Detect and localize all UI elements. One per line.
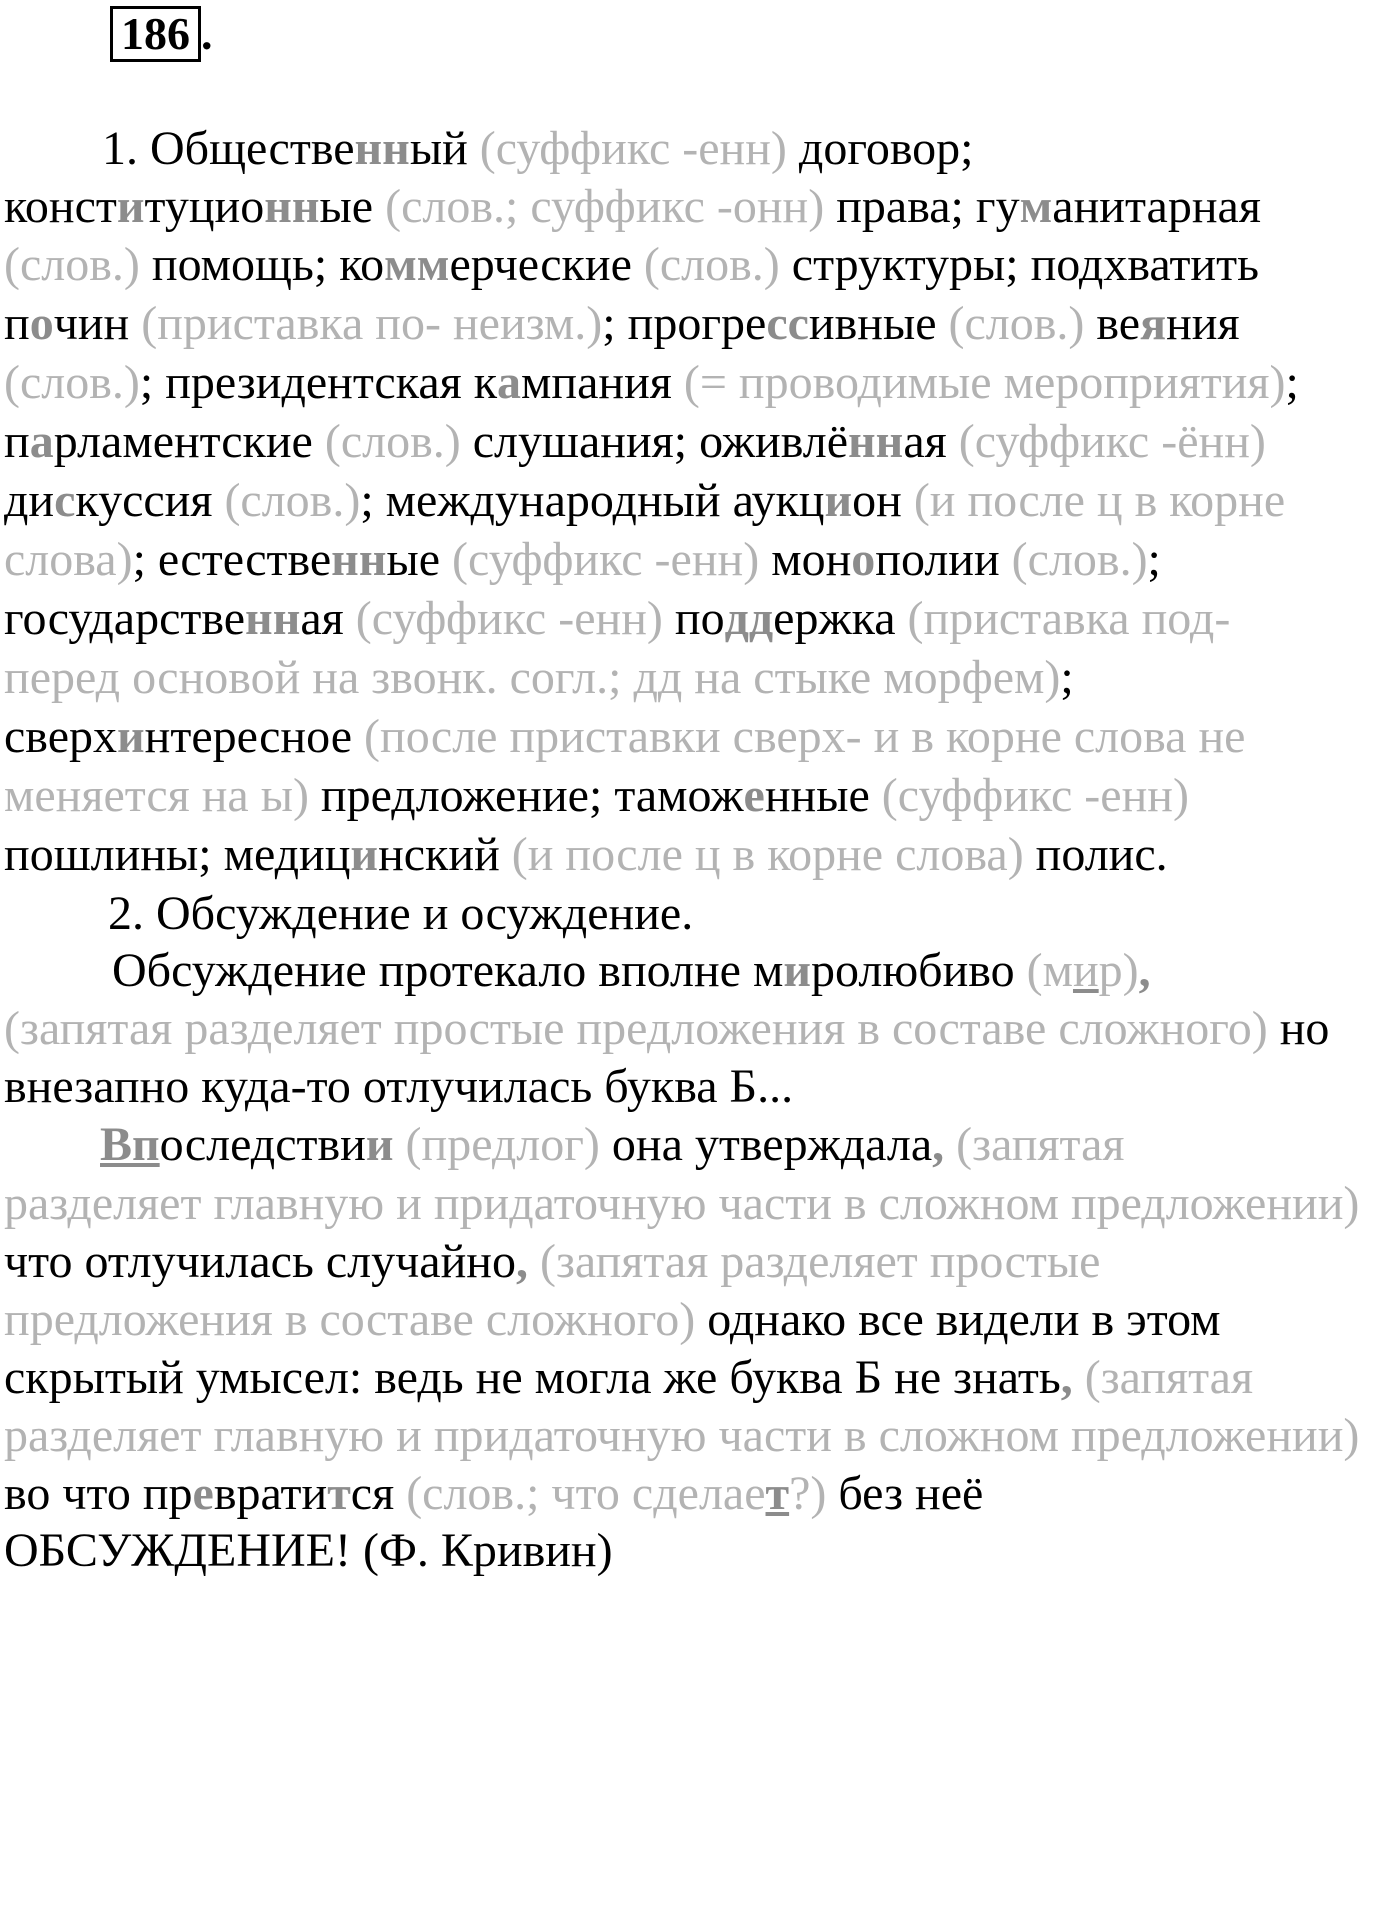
text-segment: ; прогре bbox=[602, 297, 767, 350]
hint-segment: (и после ц в корне слова) bbox=[511, 828, 1024, 881]
text-segment: ; bbox=[1285, 356, 1299, 409]
text-line bbox=[4, 1349, 1253, 1407]
hint-underlined-letter: и bbox=[1072, 944, 1099, 997]
hint-segment: предложения в составе сложного) bbox=[4, 1293, 696, 1346]
text-line bbox=[4, 1116, 1124, 1174]
text-line bbox=[4, 354, 1299, 412]
text-segment: во что пр bbox=[4, 1467, 193, 1520]
text-segment: ая bbox=[300, 592, 356, 645]
highlighted-letters: е bbox=[192, 1467, 214, 1520]
text-line bbox=[4, 1407, 1359, 1465]
text-segment: ве bbox=[1084, 297, 1141, 350]
text-line bbox=[4, 649, 1074, 707]
text-segment: предложение; тамож bbox=[308, 769, 744, 822]
highlighted-letters: мм bbox=[384, 238, 450, 291]
text-segment: пошлины; медиц bbox=[4, 828, 351, 881]
text-segment: ерческие bbox=[449, 238, 644, 291]
highlighted-letters: е bbox=[743, 769, 765, 822]
text-line bbox=[4, 178, 1261, 236]
text-segment: она утверждала bbox=[599, 1118, 933, 1171]
text-segment: куссия bbox=[75, 474, 225, 527]
highlighted-letters: нн bbox=[331, 533, 387, 586]
hint-segment: (и после ц в корне bbox=[913, 474, 1286, 527]
text-segment: ; bbox=[1147, 533, 1161, 586]
hint-segment: (суффикс -енн) bbox=[881, 769, 1189, 822]
hint-segment: (после приставки сверх- и в корне слова не bbox=[364, 710, 1246, 763]
hint-segment: (запятая bbox=[956, 1118, 1125, 1171]
hint-segment: (суффикс -енн) bbox=[479, 122, 787, 175]
highlighted-letters: нн bbox=[245, 592, 301, 645]
highlighted-letters: , bbox=[1138, 944, 1151, 997]
exercise-number-value: 186 bbox=[121, 8, 190, 59]
text-segment bbox=[394, 1118, 406, 1171]
hint-segment: (м bbox=[1026, 944, 1073, 997]
text-segment: ые bbox=[386, 533, 453, 586]
text-line bbox=[4, 1233, 1100, 1291]
text-line bbox=[4, 1058, 793, 1116]
highlighted-letters: а bbox=[497, 356, 522, 409]
text-segment: 1. Обществе bbox=[102, 122, 355, 175]
text-segment: полии bbox=[875, 533, 1012, 586]
hint-segment: разделяет главную и придаточную части в сложном предложении) bbox=[4, 1409, 1360, 1462]
highlighted-letters: и bbox=[116, 180, 145, 233]
hint-segment: (слов.) bbox=[4, 356, 140, 409]
text-line bbox=[4, 708, 1245, 766]
text-segment: мон bbox=[759, 533, 852, 586]
text-segment: права; гу bbox=[824, 180, 1020, 233]
text-segment: договор; bbox=[786, 122, 974, 175]
highlighted-letters: и bbox=[117, 710, 145, 763]
text-segment: скрытый умысел: ведь не могла же буква Б не знать bbox=[4, 1351, 1061, 1404]
highlighted-letters: , bbox=[515, 1235, 528, 1288]
text-line bbox=[4, 1465, 983, 1523]
hint-segment: (суффикс -ённ) bbox=[958, 415, 1266, 468]
text-segment: чин bbox=[53, 297, 142, 350]
highlighted-letters: дд bbox=[724, 592, 774, 645]
text-segment bbox=[528, 1235, 540, 1288]
text-segment: ОБСУЖДЕНИЕ! (Ф. Кривин) bbox=[4, 1524, 613, 1577]
text-segment: оследстви bbox=[159, 1118, 366, 1171]
highlighted-letters: , bbox=[1060, 1351, 1073, 1404]
hint-segment: слова) bbox=[4, 533, 133, 586]
highlighted-letters: и bbox=[824, 474, 853, 527]
text-segment: ая bbox=[903, 415, 959, 468]
text-segment: что отлучилась случайно bbox=[4, 1235, 516, 1288]
highlighted-letters: сс bbox=[766, 297, 809, 350]
text-line bbox=[4, 531, 1161, 589]
text-line bbox=[4, 120, 974, 178]
highlighted-letters: и bbox=[350, 828, 379, 881]
highlighted-underlined-letters: Вп bbox=[100, 1118, 160, 1171]
highlighted-letters: я bbox=[1140, 297, 1167, 350]
hint-segment: разделяет главную и придаточную части в сложном предложении) bbox=[4, 1177, 1360, 1230]
hint-segment: (= проводимые мероприятия) bbox=[683, 356, 1286, 409]
text-segment: ся bbox=[350, 1467, 407, 1520]
hint-segment: (слов.) bbox=[643, 238, 780, 291]
highlighted-letters: нн bbox=[354, 122, 410, 175]
hint-segment: (слов.) bbox=[324, 415, 461, 468]
hint-segment: (приставка по- неизм.) bbox=[141, 297, 603, 350]
hint-segment: (слов.) bbox=[1011, 533, 1148, 586]
highlighted-underlined-letters: т bbox=[765, 1467, 790, 1520]
highlighted-letters: о bbox=[29, 297, 54, 350]
text-segment: рламентские bbox=[53, 415, 325, 468]
highlighted-letters: и bbox=[783, 944, 811, 997]
text-line bbox=[4, 590, 1230, 648]
text-segment: ; естестве bbox=[132, 533, 332, 586]
highlighted-letters: нн bbox=[264, 180, 320, 233]
text-segment: ; bbox=[1060, 651, 1074, 704]
text-line bbox=[4, 295, 1240, 353]
highlighted-letters: а bbox=[29, 415, 54, 468]
text-segment: но bbox=[1267, 1002, 1330, 1055]
highlighted-letters: с bbox=[54, 474, 76, 527]
hint-segment: (слов.; суффикс -онн) bbox=[385, 180, 825, 233]
text-segment: ; президентская к bbox=[139, 356, 498, 409]
text-segment: п bbox=[4, 415, 30, 468]
exercise-number-box bbox=[110, 6, 201, 62]
text-line bbox=[4, 413, 1266, 471]
exercise-number: 186 . bbox=[110, 6, 213, 62]
text-segment: туцио bbox=[144, 180, 265, 233]
text-segment: мпания bbox=[521, 356, 684, 409]
text-segment: врати bbox=[213, 1467, 328, 1520]
text-segment: ые bbox=[319, 180, 386, 233]
text-segment: анитарная bbox=[1052, 180, 1261, 233]
text-line bbox=[4, 1291, 1221, 1349]
text-segment: по bbox=[662, 592, 725, 645]
text-segment: п bbox=[4, 297, 30, 350]
text-segment: однако все видели в этом bbox=[695, 1293, 1221, 1346]
text-line bbox=[4, 472, 1285, 530]
text-segment: нский bbox=[378, 828, 512, 881]
text-line bbox=[4, 942, 1151, 1000]
hint-segment: (приставка под- bbox=[907, 592, 1231, 645]
text-segment: слушания; оживлё bbox=[460, 415, 849, 468]
text-line bbox=[4, 767, 1189, 825]
text-line bbox=[4, 1175, 1359, 1233]
text-segment: ержка bbox=[773, 592, 908, 645]
hint-segment: (слов.) bbox=[224, 474, 361, 527]
text-segment: нные bbox=[764, 769, 882, 822]
hint-segment: перед основой на звонк. согл.; дд на стыке морфем) bbox=[4, 651, 1061, 704]
hint-segment: (слов.; что сделае bbox=[406, 1467, 766, 1520]
text-segment: нтересное bbox=[144, 710, 365, 763]
text-segment: полис. bbox=[1023, 828, 1168, 881]
text-segment: ; международный аукц bbox=[360, 474, 825, 527]
text-line bbox=[4, 1522, 613, 1580]
hint-segment: (суффикс -енн) bbox=[452, 533, 760, 586]
text-segment: помощь; ко bbox=[139, 238, 385, 291]
highlighted-letters: нн bbox=[848, 415, 904, 468]
text-segment: структуры; подхватить bbox=[779, 238, 1259, 291]
hint-segment: (запятая разделяет простые предложения в составе сложного) bbox=[4, 1002, 1268, 1055]
hint-segment: (слов.) bbox=[4, 238, 140, 291]
hint-segment: (запятая разделяет простые bbox=[539, 1235, 1101, 1288]
text-segment: сверх bbox=[4, 710, 117, 763]
highlighted-letters: о bbox=[851, 533, 876, 586]
text-segment: внезапно куда-то отлучилась буква Б... bbox=[4, 1060, 794, 1113]
hint-segment: (запятая bbox=[1084, 1351, 1254, 1404]
text-segment: 2. Обсуждение и осуждение. bbox=[108, 887, 694, 940]
hint-segment: (суффикс -енн) bbox=[355, 592, 663, 645]
text-segment: ди bbox=[4, 474, 55, 527]
text-segment: ния bbox=[1166, 297, 1240, 350]
text-segment: ивные bbox=[808, 297, 949, 350]
highlighted-letters: м bbox=[1019, 180, 1053, 233]
text-line bbox=[4, 1000, 1329, 1058]
highlighted-letters: и bbox=[365, 1118, 394, 1171]
text-segment: ый bbox=[409, 122, 480, 175]
text-segment: государстве bbox=[4, 592, 246, 645]
text-segment bbox=[1073, 1351, 1085, 1404]
hint-segment: (слов.) bbox=[948, 297, 1085, 350]
hint-segment: ?) bbox=[789, 1467, 827, 1520]
hint-segment: р) bbox=[1098, 944, 1139, 997]
highlighted-letters: т bbox=[327, 1467, 351, 1520]
text-segment: он bbox=[852, 474, 914, 527]
text-line bbox=[4, 885, 693, 943]
text-segment: ролюбиво bbox=[811, 944, 1027, 997]
text-line bbox=[4, 236, 1259, 294]
hint-segment: меняется на ы) bbox=[4, 769, 309, 822]
highlighted-letters: , bbox=[932, 1118, 945, 1171]
hint-segment: (предлог) bbox=[405, 1118, 600, 1171]
text-segment: Обсуждение протекало вполне м bbox=[112, 944, 784, 997]
text-segment: конст bbox=[4, 180, 117, 233]
text-segment: без неё bbox=[826, 1467, 984, 1520]
text-line bbox=[4, 826, 1168, 884]
text-segment bbox=[944, 1118, 956, 1171]
